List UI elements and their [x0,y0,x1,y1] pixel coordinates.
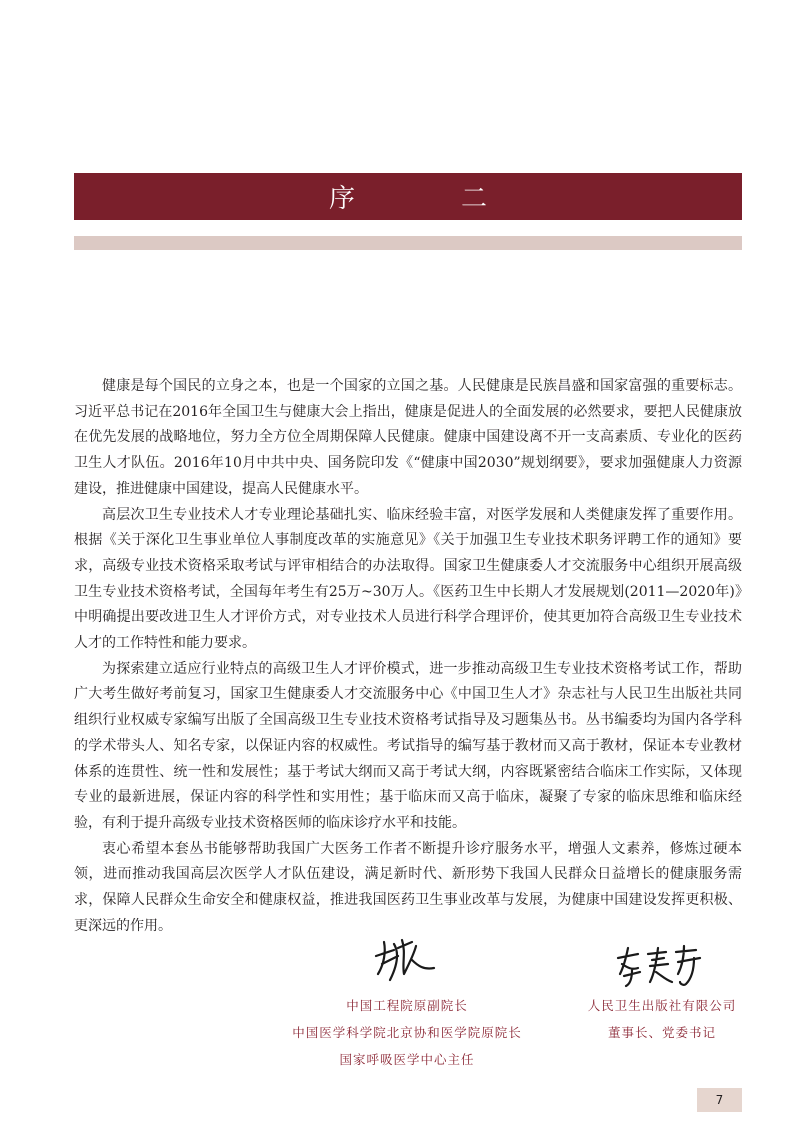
title-underbar [74,236,742,250]
page-title: 序 二 [328,184,527,214]
signature-title-line: 董事长、党委书记 [607,1025,716,1040]
signature-title-line: 中国工程院原副院长 [346,998,468,1013]
signature-title-line: 中国医学科学院北京协和医学院原院长 [292,1025,522,1040]
preface-body [74,374,742,939]
signature-caption-right [564,992,760,1046]
handwritten-signature-left [372,934,442,984]
paragraph: 衷心希望本套丛书能够帮助我国广大医务工作者不断提升诊疗服务水平，增强人文素养，修炼过硬本领，进而推动我国高层次医学人才队伍建设，满足新时代、新形势下我国人民群众日益增长的健康服务需求，保障人民群众生命安全和健康权益，推进我国医药卫生事业改革与发展，为健康中国建设发挥更积极、更深远的作用。 [74,840,742,934]
signature-caption-left [262,992,552,1073]
signature-title-line: 国家呼吸医学中心主任 [339,1052,475,1067]
page-number-badge [697,1088,742,1112]
paragraph: 高层次卫生专业技术人才专业理论基础扎实、临床经验丰富，对医学发展和人类健康发挥了重要作用。根据《关于深化卫生事业单位人事制度改革的实施意见》《关于加强卫生专业技术职务评聘工作的通知》要求，高级专业技术资格采取考试与评审相结合的办法取得。国家卫生健康委人才交流服务中心组织开展高级卫生专业技术资格考试，全国每年考生有25万~30万人。《医药卫生中长期人才发展规划(2011—2020年)》中明确提出要改进卫生人才评价方式，对专业技术人员进行科学合理评价，使其更加符合高级卫生专业技术人才的工作特性和能力要求。 [74,506,742,652]
paragraph: 为探索建立适应行业特点的高级卫生人才评价模式，进一步推动高级卫生专业技术资格考试工作，帮助广大考生做好考前复习，国家卫生健康委人才交流服务中心《中国卫生人才》杂志社与人民卫生出版社共同组织行业权威专家编写出版了全国高级卫生专业技术资格考试指导及习题集丛书。丛书编委均为国内各学科的学术带头人、知名专家，以保证内容的权威性。考试指导的编写基于教材而又高于教材，保证本专业教材体系的连贯性、统一性和发展性；基于考试大纲而又高于考试大纲，内容既紧密结合临床工作实际，又体现专业的最新进展，保证内容的科学性和实用性；基于临床而又高于临床，凝聚了专家的临床思维和临床经验，有利于提升高级专业技术资格医师的临床诊疗水平和技能。 [74,660,742,831]
paragraph: 健康是每个国民的立身之本，也是一个国家的立国之基。人民健康是民族昌盛和国家富强的重要标志。习近平总书记在2016年全国卫生与健康大会上指出，健康是促进人的全面发展的必然要求，要把人民健康放在优先发展的战略地位，努力全方位全周期保障人民健康。健康中国建设离不开一支高素质、专业化的医药卫生人才队伍。2016年10月中共中央、国务院印发《“健康中国2030”规划纲要》，要求加强健康人力资源建设，推进健康中国建设，提高人民健康水平。 [74,378,742,497]
title-bar [74,173,742,220]
page-number: 7 [715,1093,724,1107]
signature-title-line: 人民卫生出版社有限公司 [587,998,737,1013]
handwritten-signature-right [614,944,706,988]
